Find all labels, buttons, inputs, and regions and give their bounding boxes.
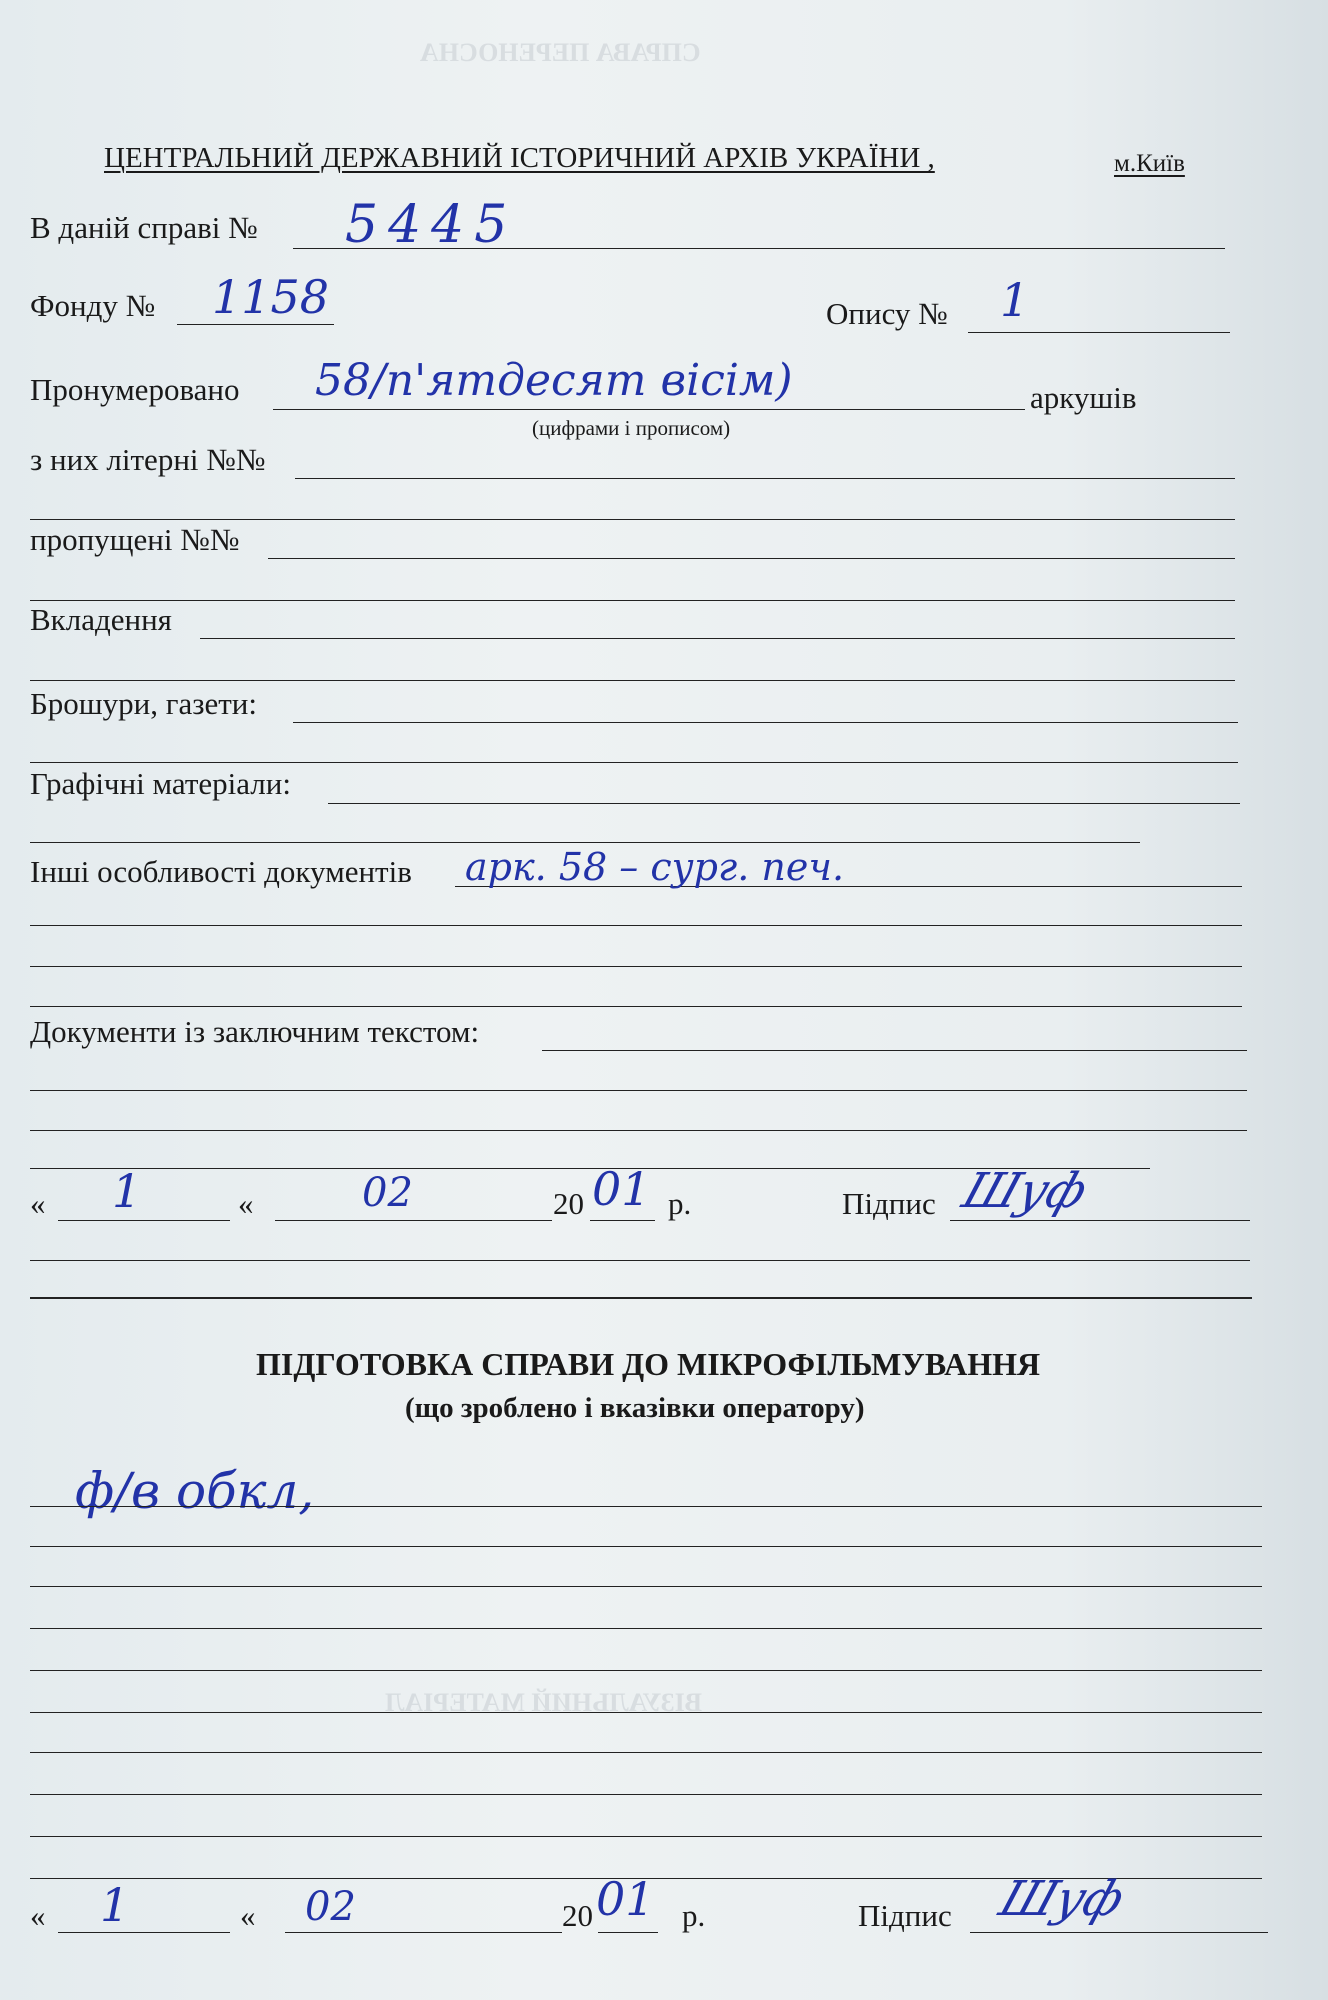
date2-day-line (58, 1932, 230, 1933)
closing-label: Документи із заключним текстом: (30, 1014, 480, 1049)
fond-line (177, 324, 334, 325)
graphic-label: Графічні матеріали: (30, 766, 291, 801)
letter-line (295, 478, 1235, 479)
graphic-line (328, 803, 1240, 804)
section-divider (30, 1297, 1252, 1299)
numbered-hint: (цифрами і прописом) (532, 416, 731, 440)
date2-day: 1 (100, 1878, 130, 1932)
numbered-unit: аркушів (1030, 380, 1137, 415)
date1-year-suffix: 01 (592, 1162, 651, 1216)
other-line-4 (30, 1006, 1242, 1007)
note-line-1 (30, 1506, 1262, 1507)
date2-quote-open: « (30, 1898, 46, 1933)
date2-signature-label: Підпис (858, 1898, 952, 1933)
opys-label: Опису № (826, 296, 948, 331)
note-line-8 (30, 1794, 1262, 1795)
case-value: 5445 (345, 195, 518, 255)
date2-year-suffix: 01 (596, 1872, 655, 1926)
skipped-label: пропущені №№ (30, 522, 240, 557)
date2-year-unit: р. (682, 1898, 706, 1933)
date1-signature: Шуф (955, 1163, 1095, 1219)
skipped-line (268, 558, 1235, 559)
opys-line (968, 332, 1230, 333)
date1-signature-line (950, 1220, 1250, 1221)
note-line-4 (30, 1628, 1262, 1629)
microfilm-subtitle: (що зроблено і вказівки оператору) (405, 1392, 865, 1424)
brochures-label: Брошури, газети: (30, 686, 257, 721)
inserts-label: Вкладення (30, 602, 172, 637)
fond-value: 1158 (212, 270, 330, 324)
note-line-7 (30, 1752, 1262, 1753)
note-line-3 (30, 1586, 1262, 1587)
microfilm-title: ПІДГОТОВКА СПРАВИ ДО МІКРОФІЛЬМУВАННЯ (256, 1346, 1041, 1382)
date1-line-2 (30, 1260, 1250, 1261)
note-line-6 (30, 1712, 1262, 1713)
date2-month: 02 (305, 1884, 356, 1930)
other-label: Інші особливості документів (30, 854, 412, 889)
date2-year-prefix: 20 (562, 1898, 593, 1933)
numbered-value: 58/п'ятдесят вісім) (315, 355, 793, 406)
archive-city: м.Київ (1114, 150, 1185, 177)
letter-line-2 (30, 519, 1235, 520)
date1-day: 1 (112, 1164, 142, 1218)
date2-quote-close: « (240, 1898, 256, 1933)
date2-month-line (285, 1932, 562, 1933)
date1-month: 02 (362, 1170, 413, 1216)
note-line-2 (30, 1546, 1262, 1547)
fond-label: Фонду № (30, 288, 156, 323)
brochures-line (293, 722, 1238, 723)
skipped-line-2 (30, 600, 1235, 601)
inserts-line (200, 638, 1235, 639)
brochures-line-2 (30, 762, 1238, 763)
date1-month-line (275, 1220, 552, 1221)
date1-day-line (58, 1220, 230, 1221)
numbered-label: Пронумеровано (30, 372, 240, 407)
bleed-through-top: СПРАВА ПЕРЕНОСНА (420, 38, 701, 67)
other-value: арк. 58 – сург. печ. (465, 845, 845, 889)
closing-line (542, 1050, 1247, 1051)
microfilm-note: ф/в обкл, (75, 1462, 315, 1520)
other-line-3 (30, 966, 1242, 967)
date2-year-line (598, 1932, 658, 1933)
date1-year-prefix: 20 (553, 1186, 584, 1221)
letter-label: з них літерні №№ (30, 442, 266, 477)
case-label: В даній справі № (30, 210, 258, 245)
closing-line-3 (30, 1130, 1247, 1131)
opys-value: 1 (1000, 273, 1030, 327)
date2-signature: Шуф (992, 1871, 1132, 1927)
note-line-9 (30, 1836, 1262, 1837)
date2-signature-line (970, 1932, 1268, 1933)
closing-line-2 (30, 1090, 1247, 1091)
date1-signature-label: Підпис (842, 1186, 936, 1221)
date1-quote-close: « (238, 1186, 254, 1221)
date1-year-unit: р. (668, 1186, 692, 1221)
inserts-line-2 (30, 680, 1235, 681)
bleed-through-bottom: ВІЗУАЛЬНИЙ МАТЕРІАЛ (385, 1688, 703, 1717)
numbered-line (273, 409, 1025, 410)
archive-name: ЦЕНТРАЛЬНИЙ ДЕРЖАВНИЙ ІСТОРИЧНИЙ АРХІВ УКРАЇНИ , (104, 142, 935, 174)
date1-quote-open: « (30, 1186, 46, 1221)
note-line-5 (30, 1670, 1262, 1671)
other-line-2 (30, 925, 1242, 926)
date1-year-line (590, 1220, 655, 1221)
